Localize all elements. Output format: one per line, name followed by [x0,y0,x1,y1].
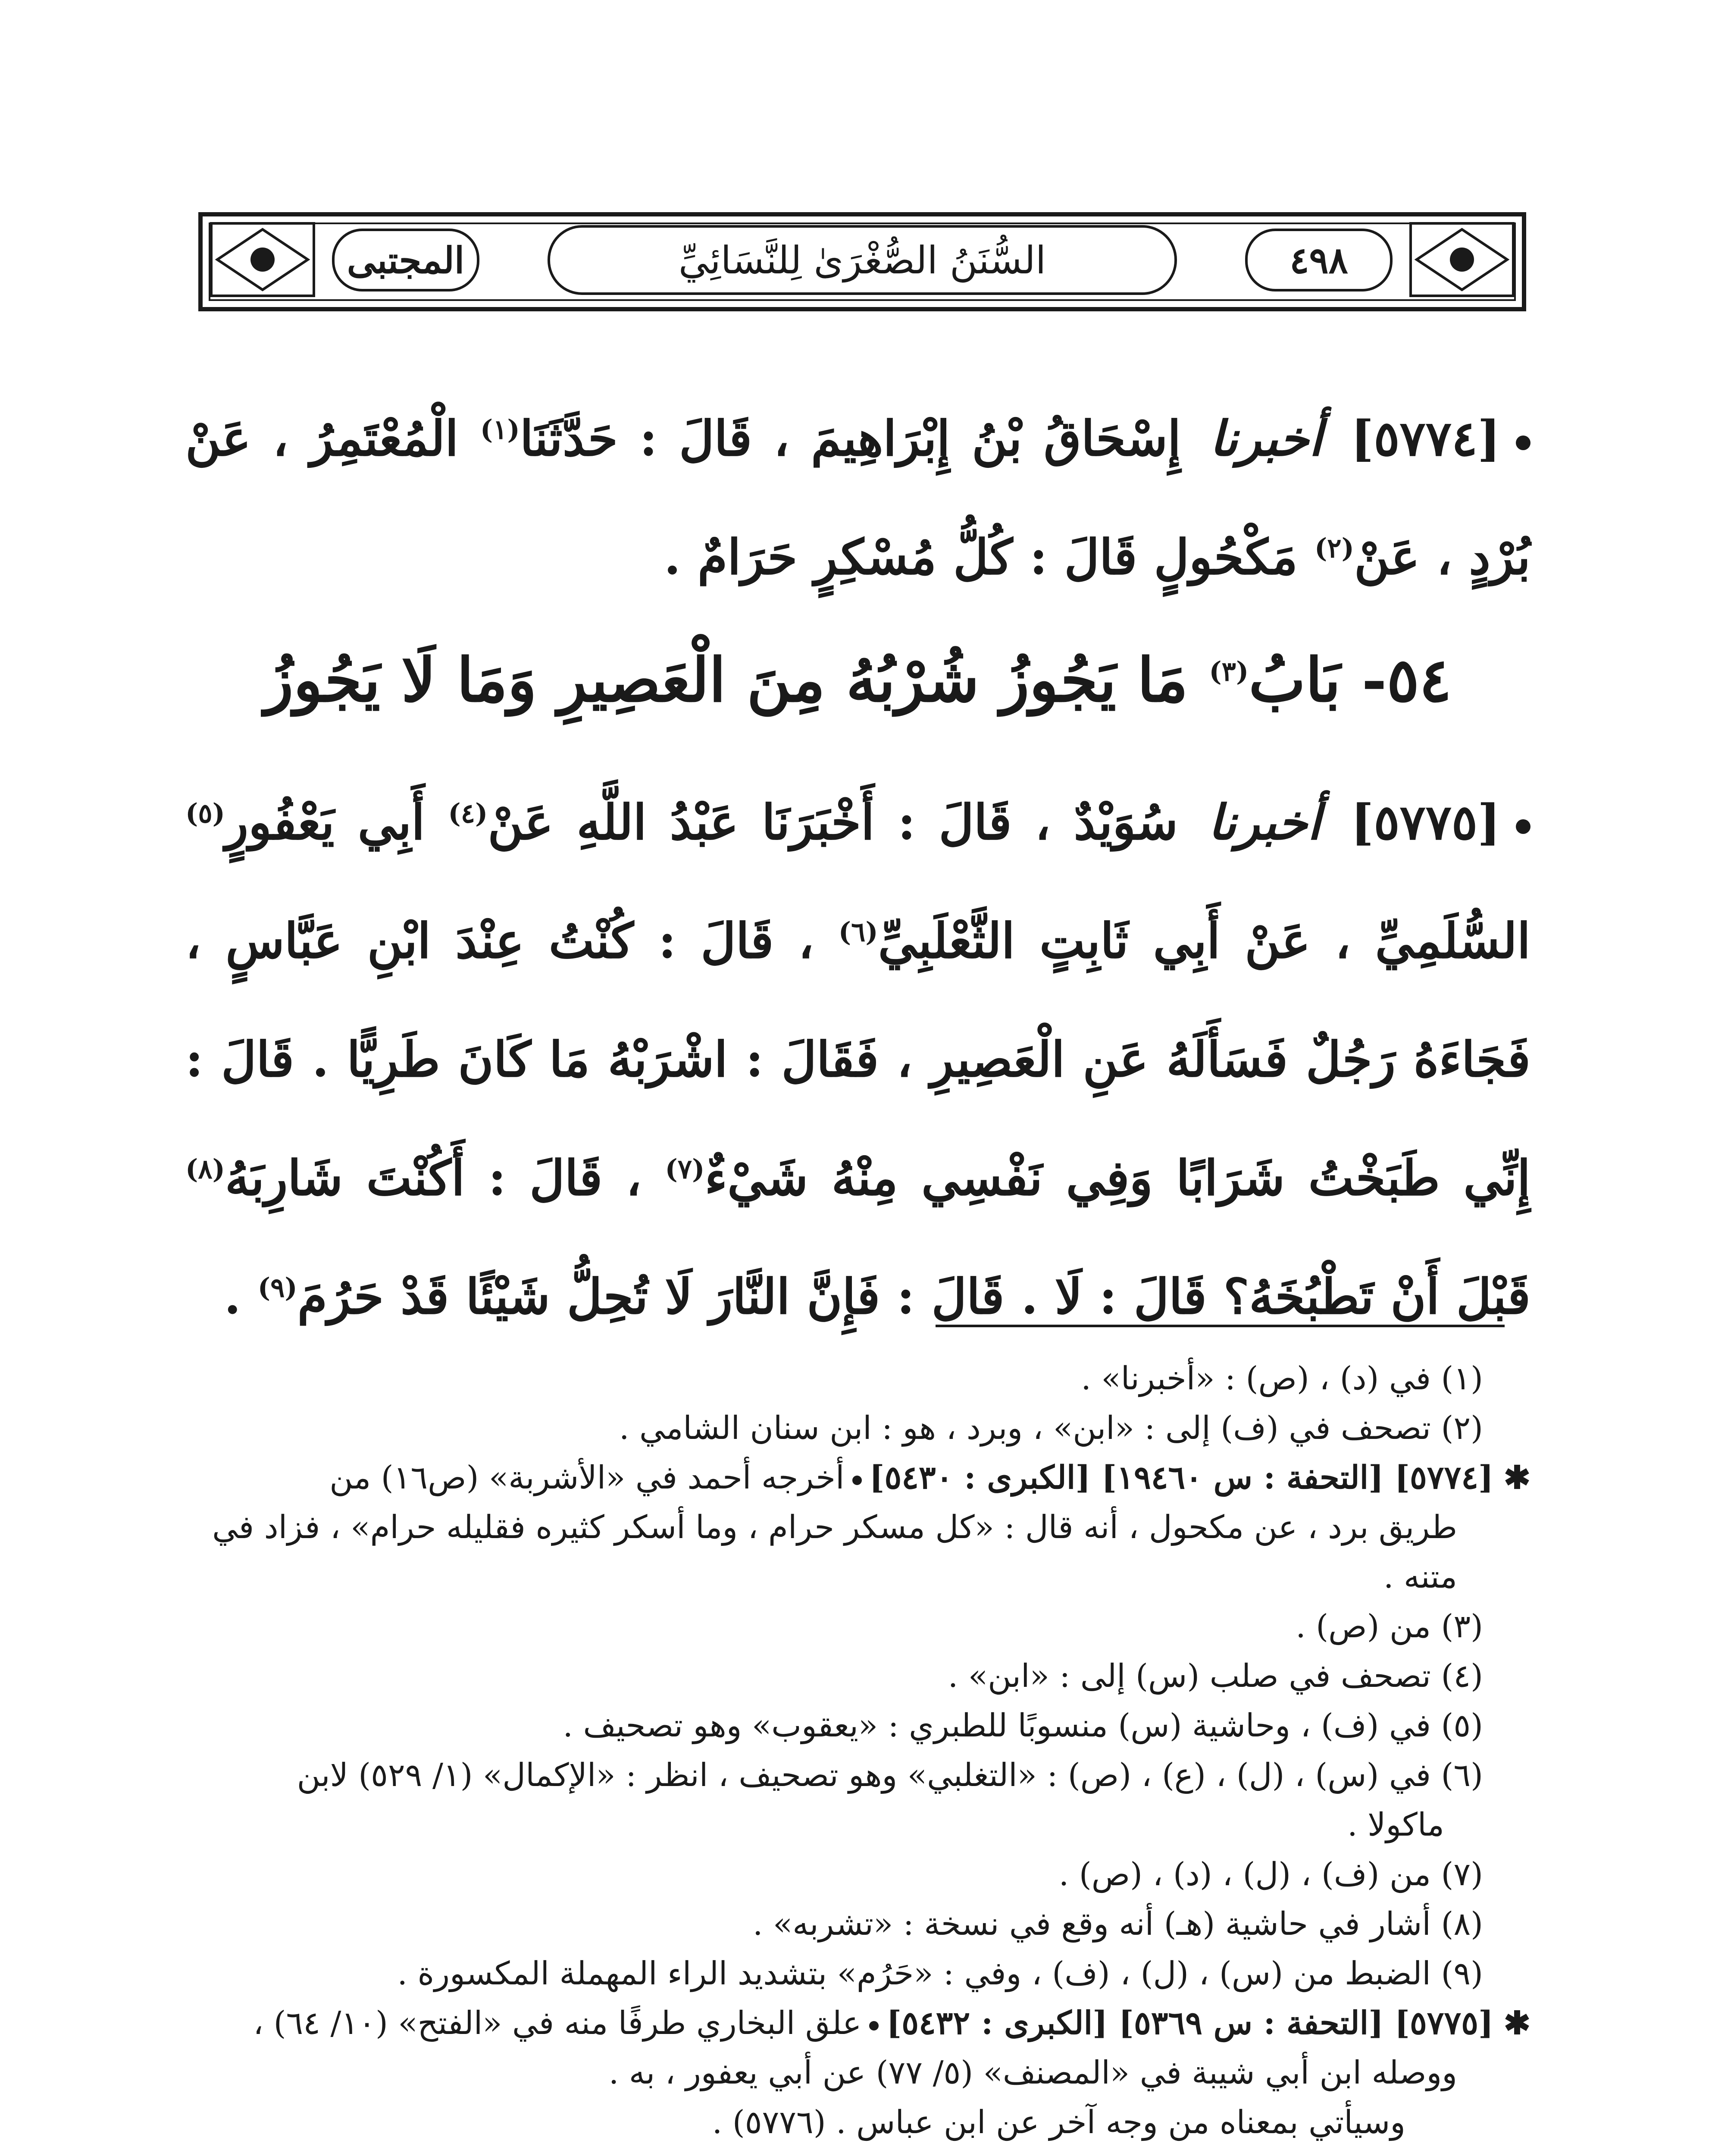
hadith-5774 [185,379,1530,617]
footnote-marker: (٥) [185,797,225,829]
footnote-marker: (٧) [665,1153,705,1185]
takhrij-5774 [185,1453,1530,1503]
hadith-text: . [224,1269,241,1325]
footnote-6-cont: ماكولا . [1347,1806,1444,1843]
footnote-6: (٦) في (س) ، (ل) ، (ع) ، (ص) : «التغلبي» وهو تصحيف ، انظر : «الإكمال» (١/ ٥٢٩) لابن [297,1757,1483,1794]
hadith-intro: أخبرنا [1209,411,1322,467]
footnote-4: (٤) تصحف في صلب (س) إلى : «ابن» . [948,1658,1483,1695]
takhrij-ref: [٥٧٧٥] [التحفة : س ٥٣٦٩] [الكبرى : ٥٤٣٢] [886,2005,1493,2042]
page-header [198,212,1526,311]
asterisk-icon: ✱ [1503,2005,1530,2042]
hadith-text: ، قَالَ : أَكُنْتَ شَارِبَهُ [225,1150,642,1206]
hadith-text: أَبِي يَعْفُورٍ [225,794,425,851]
footnote-8: (٨) أشار في حاشية (هـ) أنه وقع في نسخة : «تشربه» . [752,1905,1483,1943]
footnote-2: (٢) تصحف في (ف) إلى : «ابن» ، وبرد ، هو : ابن سنان الشامي . [619,1410,1483,1447]
footnote-marker: (٦) [838,916,878,948]
bullet-icon [1516,819,1530,834]
footnote-divider [936,1325,1505,1327]
book-name: المجتبى [332,229,479,291]
ornament-left-icon [209,221,316,298]
footnote-7: (٧) من (ف) ، (ل) ، (د) ، (ص) . [1058,1856,1483,1893]
bullet-icon [1516,436,1530,450]
takhrij-text: علق البخاري طرفًا منه في «الفتح» (١٠/ ٦٤) ، [253,2005,862,2042]
hadith-ref: [٥٧٧٤] [1351,411,1501,467]
page-number: ٤٩٨ [1245,229,1393,291]
takhrij-ref: [٥٧٧٤] [التحفة : س ١٩٤٦٠] [الكبرى : ٥٤٣٠] [869,1459,1493,1496]
dot-icon [852,1476,862,1485]
footnote-5: (٥) في (ف) ، وحاشية (س) منسوبًا للطبري : «يعقوب» وهو تصحيف . [563,1707,1483,1744]
chapter-number: ٥٤- [1361,645,1452,716]
ornament-right-icon [1408,221,1516,298]
takhrij-5775-cont-2: وسيأتي بمعناه من وجه آخر عن ابن عباس . (٥٧٧٦) . [712,2104,1405,2141]
takhrij-text: أخرجه أحمد في «الأشربة» (ص١٦) من [329,1459,845,1496]
hadith-text: إِسْحَاقُ بْنُ إِبْرَاهِيمَ ، قَالَ : حَدَّثَنَا [520,411,1181,467]
hadith-text: ، قَالَ : كُنْتُ عِنْدَ ابْنِ عَبَّاسٍ ، فَجَاءَهُ رَجُلٌ فَسَأَلَهُ عَنِ الْعَصِيرِ ، فَقَالَ : اشْرَبْهُ مَا كَانَ طَرِيًّا . قَالَ : إِنِّي طَبَخْتُ شَرَابًا وَفِي نَفْسِي مِنْهُ شَيْءٌ [185,913,1531,1206]
footnote-marker: (١) [480,414,520,445]
footnotes [185,1354,1530,2147]
hadith-text: قَبْلَ أَنْ تَطْبُخَهُ؟ قَالَ : لَا . قَالَ : فَإِنَّ النَّارَ لَا تُحِلُّ شَيْئًا قَدْ حَرُمَ [297,1269,1530,1325]
footnote-marker: (٣) [1209,655,1249,687]
takhrij-5775 [185,1999,1530,2048]
hadith-text: الْمُعْتَمِرُ ، عَنْ بُرْدٍ ، عَنْ [185,411,1530,586]
footnote-marker: (٩) [257,1272,297,1304]
takhrij-5774-cont: طريق برد ، عن مكحول ، أنه قال : «كل مسكر حرام ، وما أسكر كثيره فقليله حرام» ، فزاد في متنه . [212,1509,1457,1595]
hadith-text: مَكْحُولٍ قَالَ : كُلُّ مُسْكِرٍ حَرَامٌ . [664,529,1298,586]
asterisk-icon: ✱ [1503,1459,1530,1496]
chapter-title: مَا يَجُوزُ شُرْبُهُ مِنَ الْعَصِيرِ وَمَا لَا يَجُوزُ [264,645,1188,716]
chapter-heading [185,637,1530,724]
footnote-marker: (٨) [185,1153,225,1185]
chapter-bab: بَابُ [1249,645,1341,716]
footnote-1: (١) في (د) ، (ص) : «أخبرنا» . [1081,1360,1483,1397]
hadith-text: السُّلَمِيِّ ، عَنْ أَبِي ثَابِتٍ الثَّعْلَبِيِّ [878,913,1531,969]
book-title: السُّنَنُ الصُّغْرَىٰ لِلنَّسَائِيِّ [548,225,1177,295]
hadith-text: سُوَيْدٌ ، قَالَ : أَخْبَرَنَا عَبْدُ اللَّهِ عَنْ [488,794,1178,851]
footnote-9: (٩) الضبط من (س) ، (ل) ، (ف) ، وفي : «حَرُم» بتشديد الراء المهملة المكسورة . [397,1955,1483,1992]
footnote-marker: (٢) [1314,532,1354,564]
footnote-3: (٣) من (ص) . [1296,1608,1483,1645]
hadith-5775 [185,763,1530,1356]
footnote-marker: (٤) [448,797,488,829]
takhrij-5775-cont-1: ووصله ابن أبي شيبة في «المصنف» (٥/ ٧٧) عن أبي يعفور ، به . [608,2054,1457,2091]
hadith-intro: أخبرنا [1208,794,1321,851]
dot-icon [869,2021,879,2031]
hadith-ref: [٥٧٧٥] [1351,794,1501,851]
